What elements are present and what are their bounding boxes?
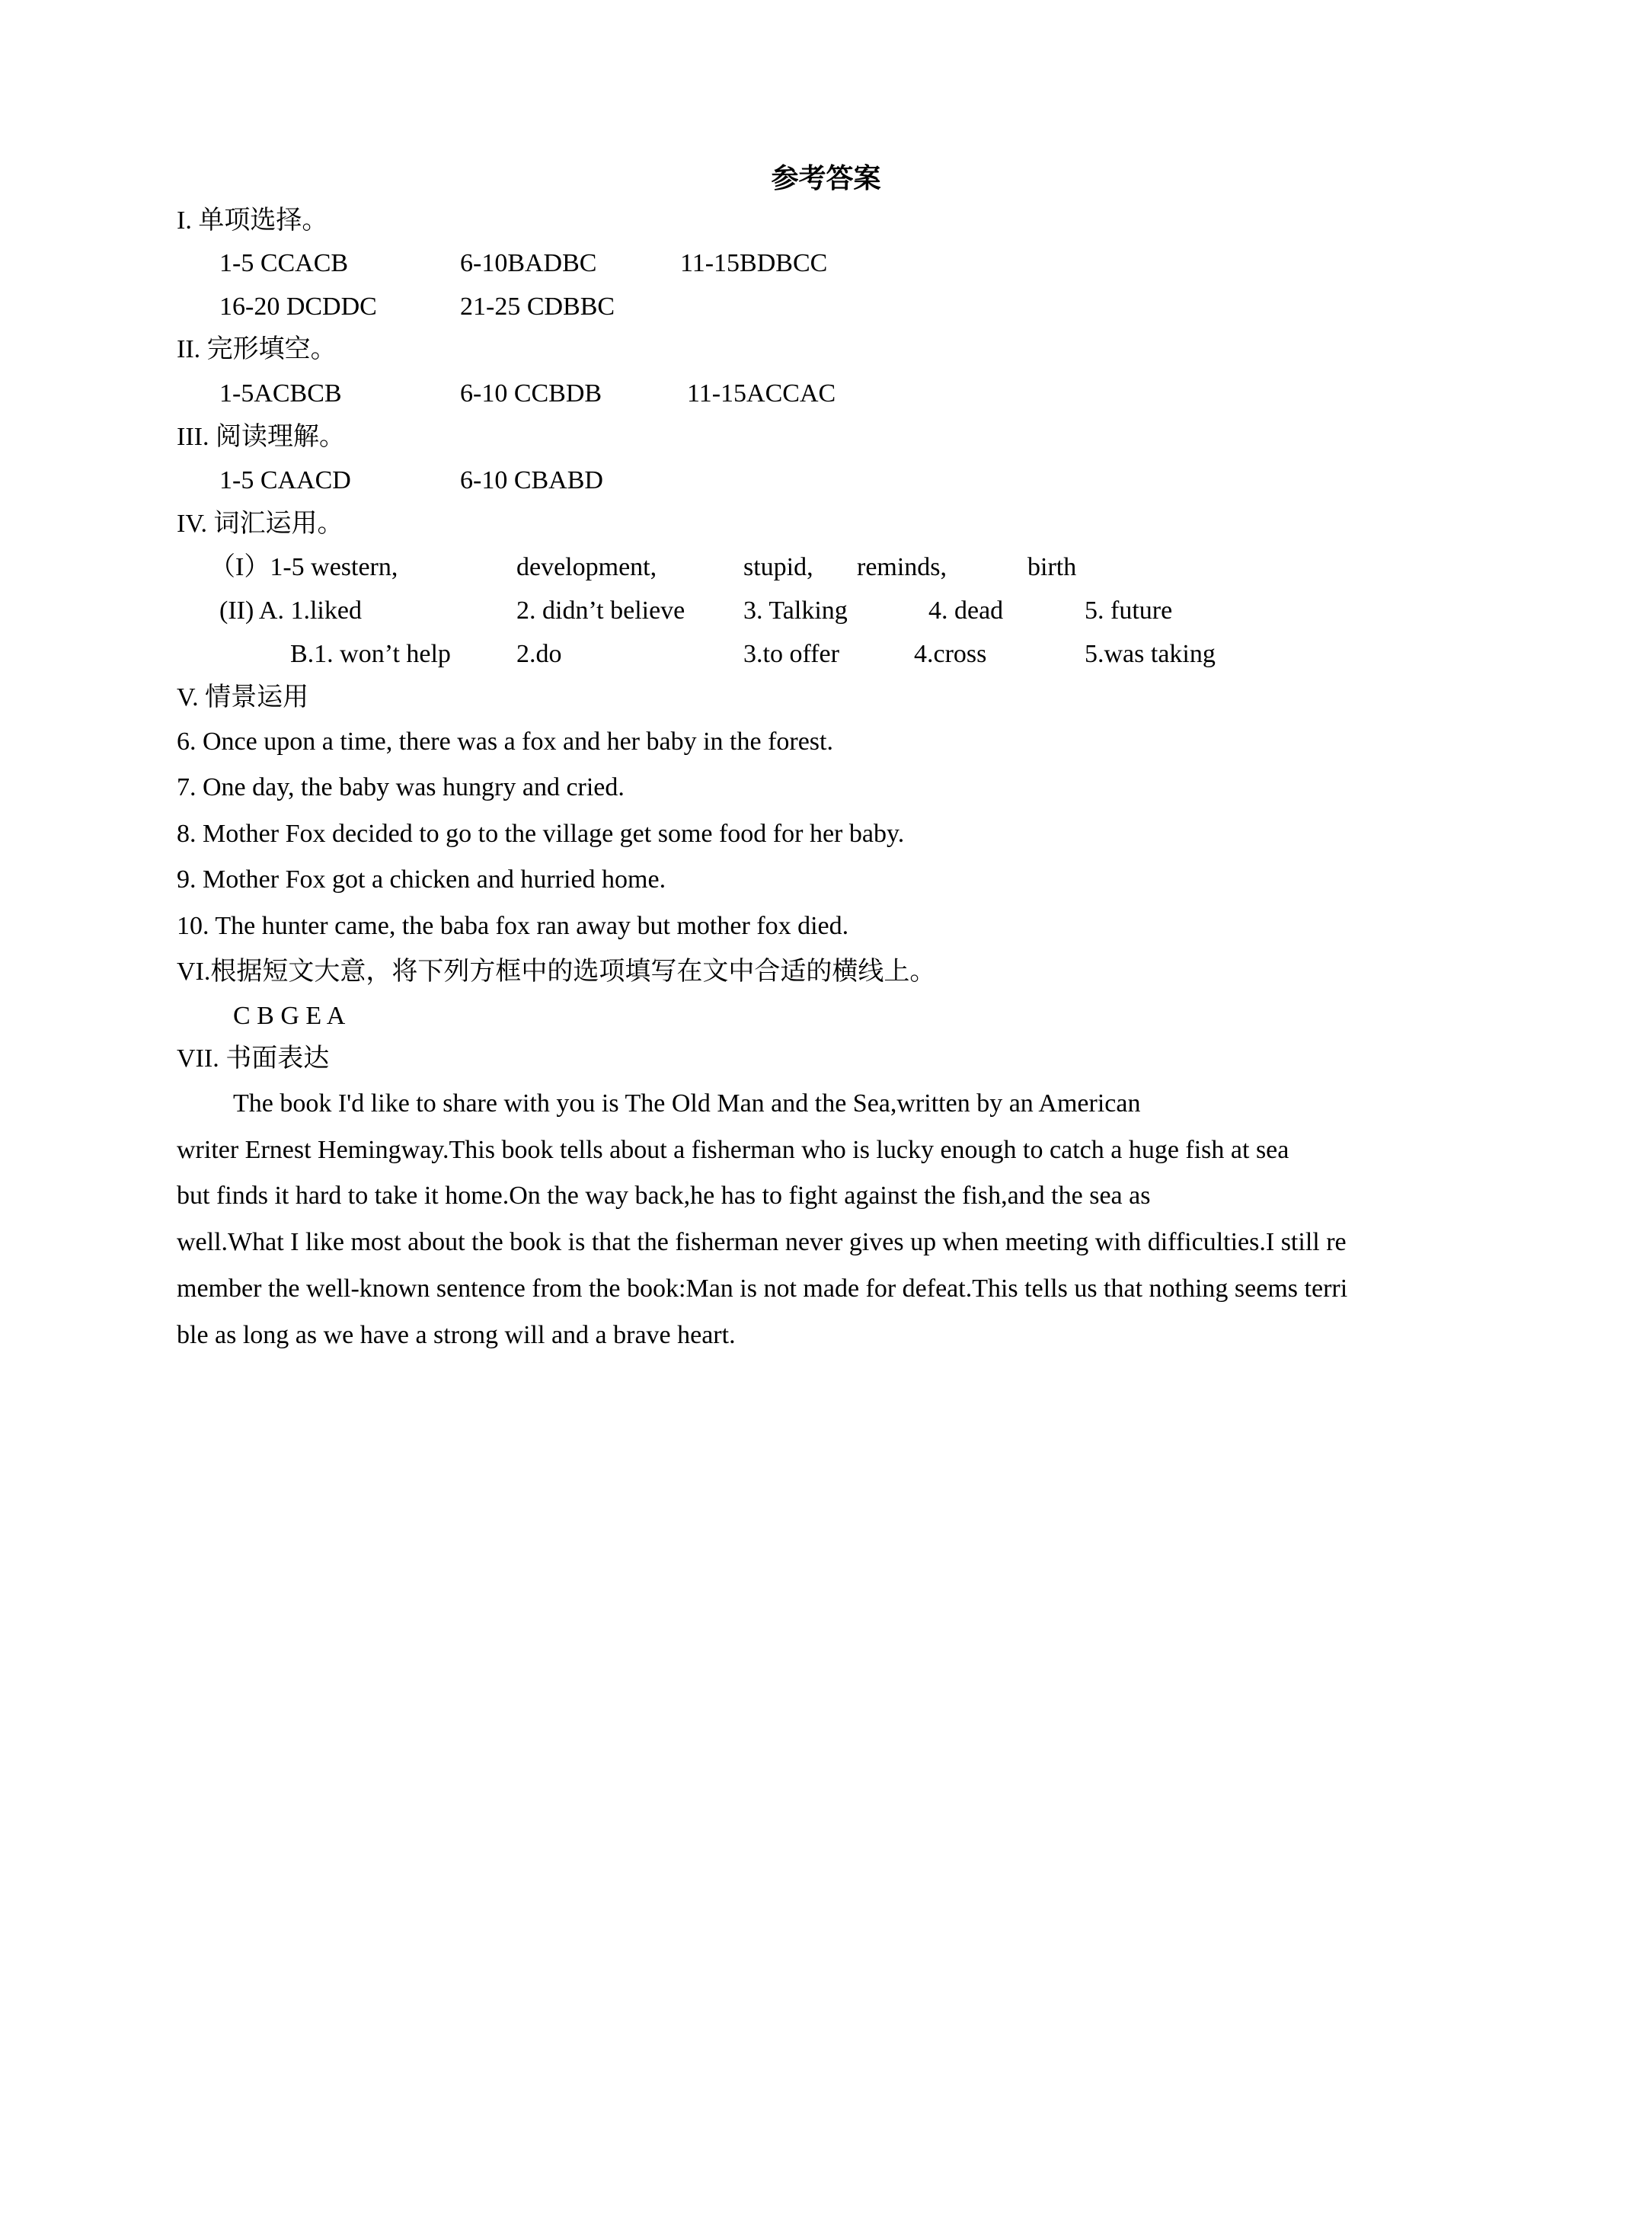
answer-cell: 4.cross [914,640,987,668]
list-item: 6. Once upon a time, there was a fox and her baby in the forest. [177,728,833,756]
answer-cell: 1-5ACBCB [219,379,342,408]
answer-cell: B.1. won’t help [290,640,451,668]
essay-line: member the well-known sentence from the book:Man is not made for defeat.This tells us that nothing seems terri [177,1275,1348,1303]
answer-cell: 4. dead [928,596,1004,625]
section-heading-fill-in: VI.根据短文大意，将下列方框中的选项填写在文中合适的横线上。 [177,958,936,986]
list-item: 8. Mother Fox decided to go to the village get some food for her baby. [177,820,905,848]
answer-cell: 11-15ACCAC [687,379,836,408]
list-item: 9. Mother Fox got a chicken and hurried home. [177,865,666,894]
answer-cell: 3.to offer [743,640,839,668]
answer-cell: 3. Talking [743,596,848,625]
answer-cell: 5. future [1085,596,1173,625]
answer-cell: 11-15BDBCC [680,249,828,277]
answer-cell: 5.was taking [1085,640,1216,668]
answer-cell: 16-20 DCDDC [219,293,377,321]
section-heading-vocabulary: IV. 词汇运用。 [177,510,344,538]
essay-line: but finds it hard to take it home.On the way back,he has to fight against the fish,and the sea as [177,1182,1151,1210]
answer-cell: 6-10 CCBDB [460,379,602,408]
essay-line: The book I'd like to share with you is The Old Man and the Sea,written by an American [233,1089,1141,1118]
section-heading-single-choice: I. 单项选择。 [177,206,328,235]
list-item: 10. The hunter came, the baba fox ran away but mother fox died. [177,912,849,940]
answer-cell: 6-10 CBABD [460,466,603,494]
answer-cell: 1-5 CCACB [219,249,349,277]
essay-line: ble as long as we have a strong will and a brave heart. [177,1321,736,1349]
answer-cell: 1-5 CAACD [219,466,351,494]
list-item: 7. One day, the baby was hungry and cried. [177,773,625,801]
answer-cell: birth [1027,553,1077,581]
answer-cell: 6-10BADBC [460,249,597,277]
section-heading-reading: III. 阅读理解。 [177,423,345,451]
answer-cell: 21-25 CDBBC [460,293,615,321]
answer-sequence: C B G E A [233,1002,346,1030]
section-heading-cloze: II. 完形填空。 [177,335,337,363]
section-heading-writing: VII. 书面表达 [177,1044,330,1073]
answer-cell: reminds, [857,553,947,581]
essay-line: well.What I like most about the book is that the fisherman never gives up when meeting with difficulties.I still re [177,1228,1347,1256]
essay-line: writer Ernest Hemingway.This book tells about a fisherman who is lucky enough to catch a huge fish at sea [177,1136,1289,1164]
answer-cell: 2.do [516,640,562,668]
answer-cell: （I）1-5 western, [209,553,398,581]
answer-cell: (II) A. 1.liked [219,596,362,625]
answer-cell: 2. didn’t believe [516,596,685,625]
page-title: 参考答案 [771,163,881,193]
answer-cell: development, [516,553,657,581]
section-heading-situational: V. 情景运用 [177,683,309,712]
answer-cell: stupid, [743,553,813,581]
